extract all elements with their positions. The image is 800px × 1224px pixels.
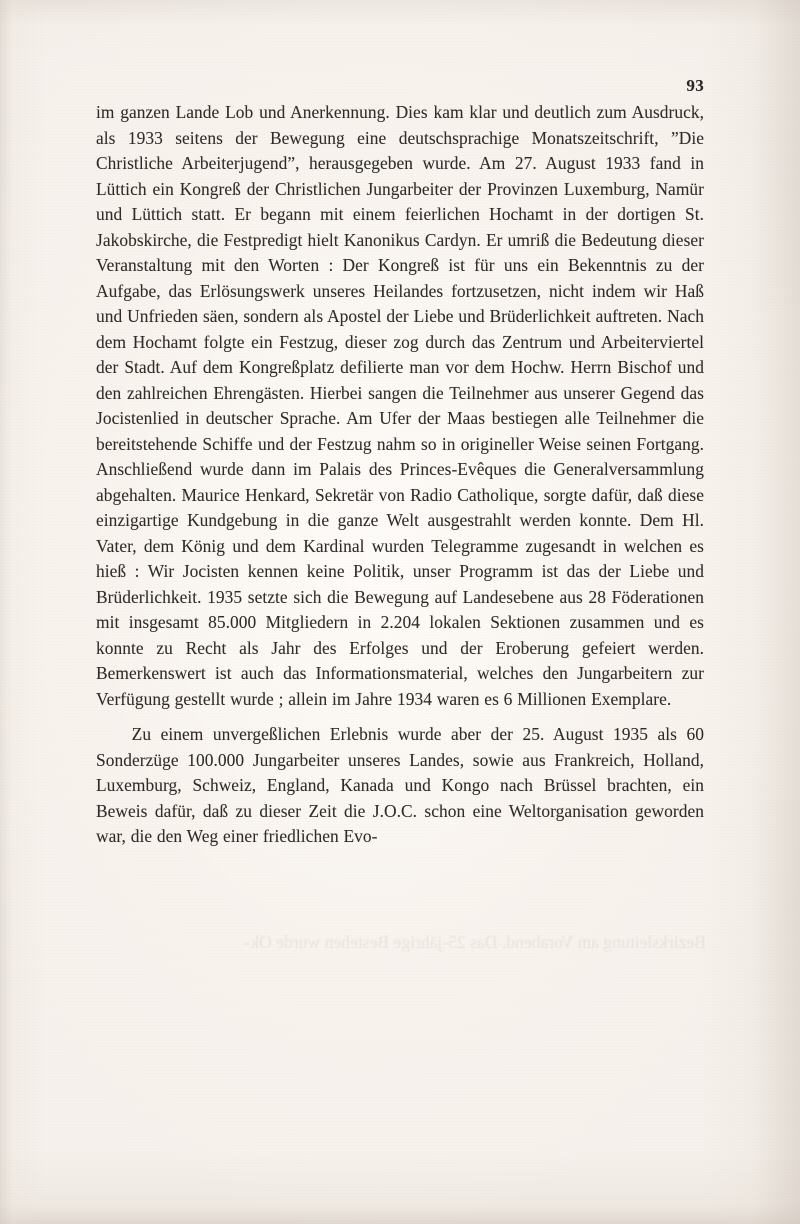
paragraph-2: Zu einem unvergeßlichen Erlebnis wurde aber der 25. August 1935 als 60 Sonderzüge 100.000 Jungarbeiter unseres Landes, sowie aus Frankreich, Holland, Luxemburg, Schweiz, England, Kanada und Kongo nach Brüssel brachten, ein Beweis dafür, daß zu dieser Zeit die J.O.C. schon eine Weltorganisation geworden war, die den Weg einer friedlichen Evo- bbox=[96, 724, 704, 846]
page-number: 93 bbox=[686, 76, 704, 95]
reverse-side-bleed-through: Bezirksleitung am Vorabend. Das 25-jährige Bestehen wurde Ok- bbox=[244, 932, 706, 952]
paragraph-1: im ganzen Lande Lob und Anerkennung. Dies kam klar und deutlich zum Ausdruck, als 1933 seitens der Bewegung eine deutschsprachige Monatszeitschrift, ”Die Christliche Arbeiterjugend”, herausgegeben wurde. Am 27. August 1933 fand in Lüttich ein Kongreß der Christlichen Jungarbeiter der Provinzen Luxemburg, Namür und Lüttich statt. Er begann mit einem feierlichen Hochamt in der dortigen St. Jakobskirche, die Festpredigt hielt Kanonikus Cardyn. Er umriß die Bedeutung dieser Veranstaltung mit den Worten : Der Kongreß ist für uns ein Bekenntnis zu der Aufgabe, das Erlösungswerk unseres Heilandes fortzusetzen, nicht indem wir Haß und Unfrieden säen, sondern als Apostel der Liebe und Brüderlichkeit auftreten. Nach dem Hochamt folgte ein Festzug, dieser zog durch das Zentrum und Arbeiterviertel der Stadt. Auf dem Kongreßplatz defilierte man vor dem Hochw. Herrn Bischof und den zahlreichen Ehrengästen. Hierbei sangen die Teilnehmer aus unserer Gegend das Jocistenlied in deutscher Sprache. Am Ufer der Maas bestiegen alle Teilnehmer die bereitstehende Schiffe und der Festzug nahm so in origineller Weise seinen Fortgang. Anschließend wurde dann im Palais des Princes-Evêques die Generalversammlung abgehalten. Maurice Henkard, Sekretär von Radio Catholique, sorgte dafür, daß diese einzigartige Kundgebung in die ganze Welt ausgestrahlt werden konnte. Dem Hl. Vater, dem König und dem Kardinal wurden Telegramme zugesandt in welchen es hieß : Wir Jocisten kennen keine Politik, unser Programm ist das der Liebe und Brüderlichkeit. 1935 setzte sich die Bewegung auf Landesebene aus 28 Föderationen mit insgesamt 85.000 Mitgliedern in 2.204 lokalen Sektionen zusammen und es konnte zu Recht als Jahr des Erfolges und der Eroberung gefeiert werden. Bemerkenswert ist auch das Informationsmaterial, welches den Jungarbeitern zur Verfügung gestellt wurde ; allein im Jahre 1934 waren es 6 Millionen Exemplare. bbox=[96, 102, 704, 709]
body-text-block bbox=[96, 100, 704, 850]
